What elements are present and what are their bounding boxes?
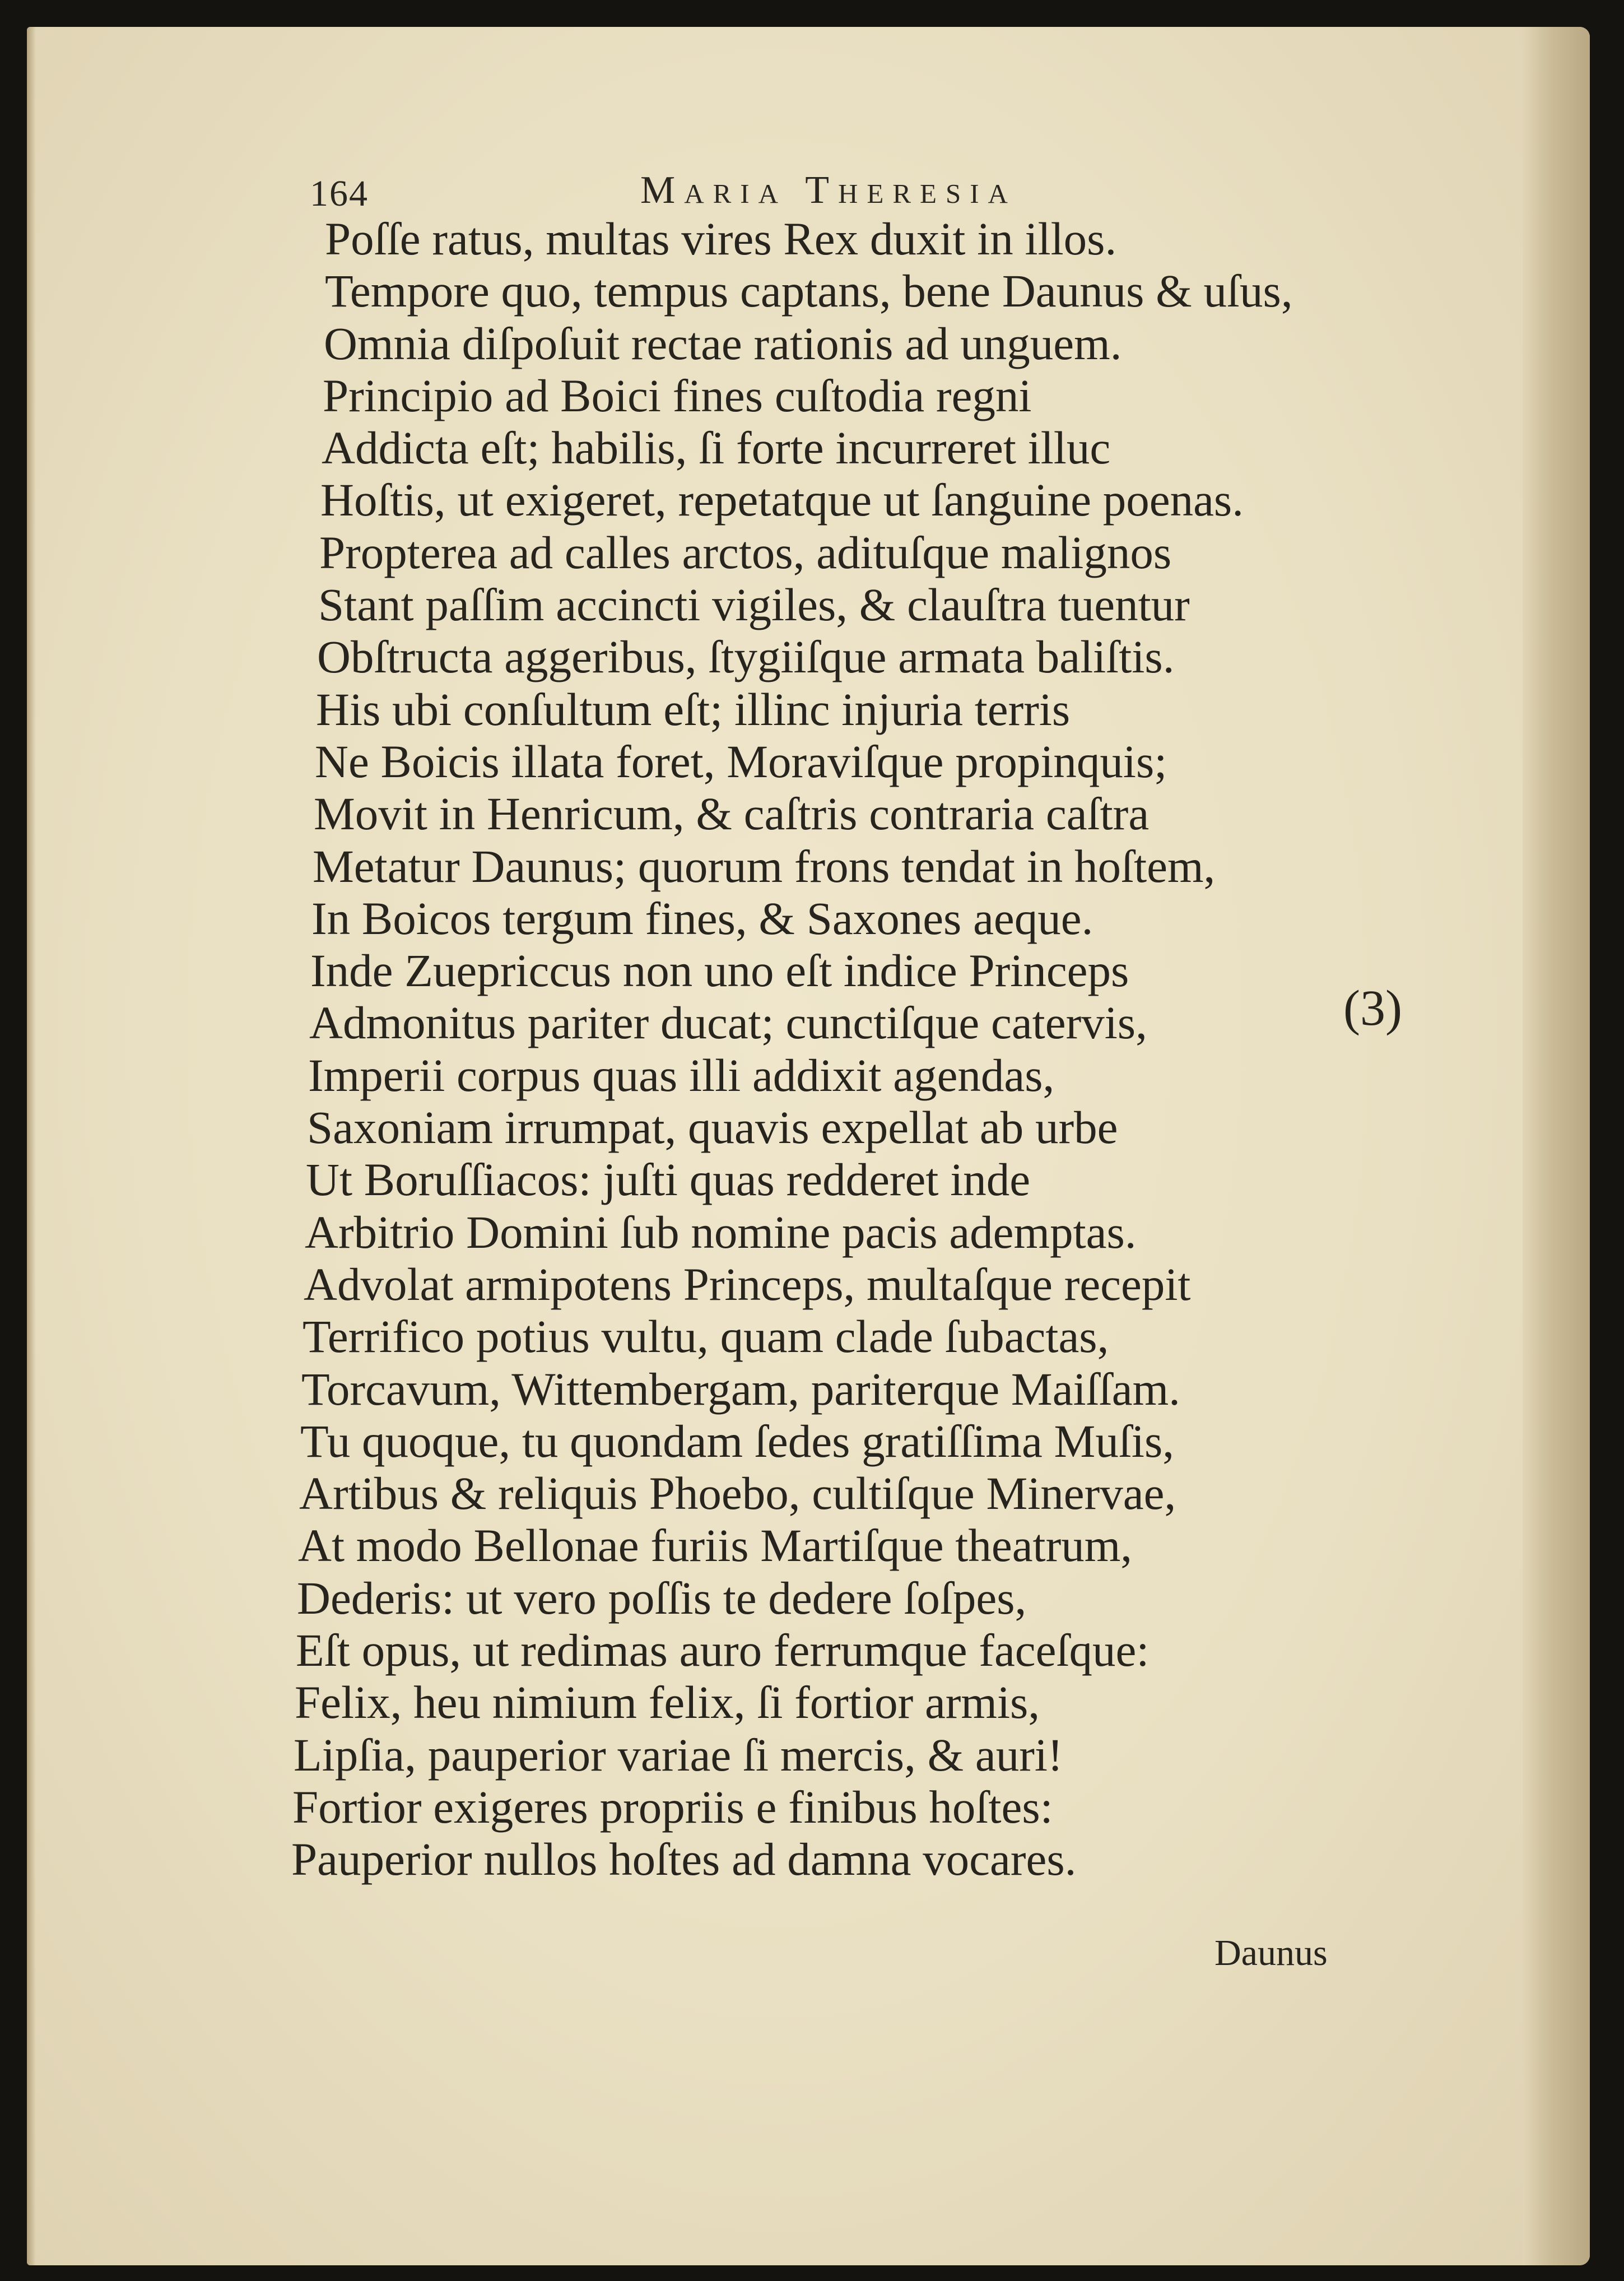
text-line: Felix, heu nimium felix, ſi fortior armis, (295, 1676, 1040, 1729)
text-line: Hoſtis, ut exigeret, repetatque ut ſanguine poenas. (320, 474, 1244, 526)
text-line: Fortior exigeres propriis e finibus hoſtes: (292, 1781, 1053, 1833)
text-line: At modo Bellonae furiis Martiſque theatrum, (298, 1520, 1133, 1572)
text-line: Torcavum, Wittembergam, pariterque Maiſſam. (301, 1363, 1180, 1415)
text-line: Obſtructa aggeribus, ſtygiiſque armata baliſtis. (317, 631, 1175, 683)
text-line: Inde Zuepriccus non uno eſt indice Princeps (310, 945, 1129, 997)
page-number: 164 (310, 173, 369, 214)
catchword: Daunus (1214, 1932, 1328, 1973)
text-line: Principio ad Boici fines cuſtodia regni (323, 369, 1032, 421)
text-line: Stant paſſim accincti vigiles, & clauſtra tuentur (318, 579, 1190, 631)
text-line: Arbitrio Domini ſub nomine pacis ademptas. (305, 1206, 1137, 1258)
text-line: Addicta eſt; habilis, ſi forte incurreret illuc (322, 422, 1111, 474)
text-line: Lipſia, pauperior variae ſi mercis, & auri! (294, 1729, 1063, 1781)
text-line: Imperii corpus quas illi addixit agendas, (308, 1049, 1055, 1101)
text-line: Propterea ad calles arctos, adituſque malignos (319, 526, 1172, 578)
poem-text (291, 213, 1427, 1886)
text-line: Pauperior nullos hoſtes ad damna vocares. (291, 1833, 1077, 1885)
text-line: In Boicos tergum fines, & Saxones aeque. (311, 892, 1093, 944)
text-line: Dederis: ut vero poſſis te dedere ſoſpes, (297, 1572, 1027, 1624)
book-page (27, 27, 1590, 2265)
running-title: Maria Theresia (640, 169, 1017, 212)
text-line: Tu quoque, tu quondam ſedes gratiſſima Muſis, (300, 1415, 1175, 1467)
text-line: Ut Boruſſiacos: juſti quas redderet inde (306, 1154, 1031, 1206)
text-line: Poſſe ratus, multas vires Rex duxit in illos. (325, 213, 1117, 264)
text-line: His ubi conſultum eſt; illinc injuria terris (316, 683, 1071, 735)
page-edge-stain (27, 27, 36, 2265)
text-line: Saxoniam irrumpat, quavis expellat ab urbe (307, 1102, 1118, 1154)
text-line: Admonitus pariter ducat; cunctiſque catervis, (309, 997, 1147, 1049)
text-line: Movit in Henricum, & caſtris contraria caſtra (314, 788, 1150, 840)
marginal-note: (3) (1343, 981, 1402, 1036)
text-line: Metatur Daunus; quorum frons tendat in hoſtem, (313, 840, 1216, 892)
text-line: Advolat armipotens Princeps, multaſque recepit (304, 1258, 1191, 1310)
text-line: Eſt opus, ut redimas auro ferrumque faceſque: (296, 1624, 1150, 1676)
text-line: Artibus & reliquis Phoebo, cultiſque Minervae, (299, 1467, 1176, 1520)
text-line: Tempore quo, tempus captans, bene Daunus & uſus, (325, 265, 1293, 317)
page-gutter (1523, 27, 1590, 2265)
text-line: Omnia diſpoſuit rectae rationis ad unguem. (324, 317, 1122, 369)
text-line: Terrifico potius vultu, quam clade ſubactas, (303, 1311, 1109, 1363)
text-line: Ne Boicis illata foret, Moraviſque propinquis; (315, 735, 1167, 787)
